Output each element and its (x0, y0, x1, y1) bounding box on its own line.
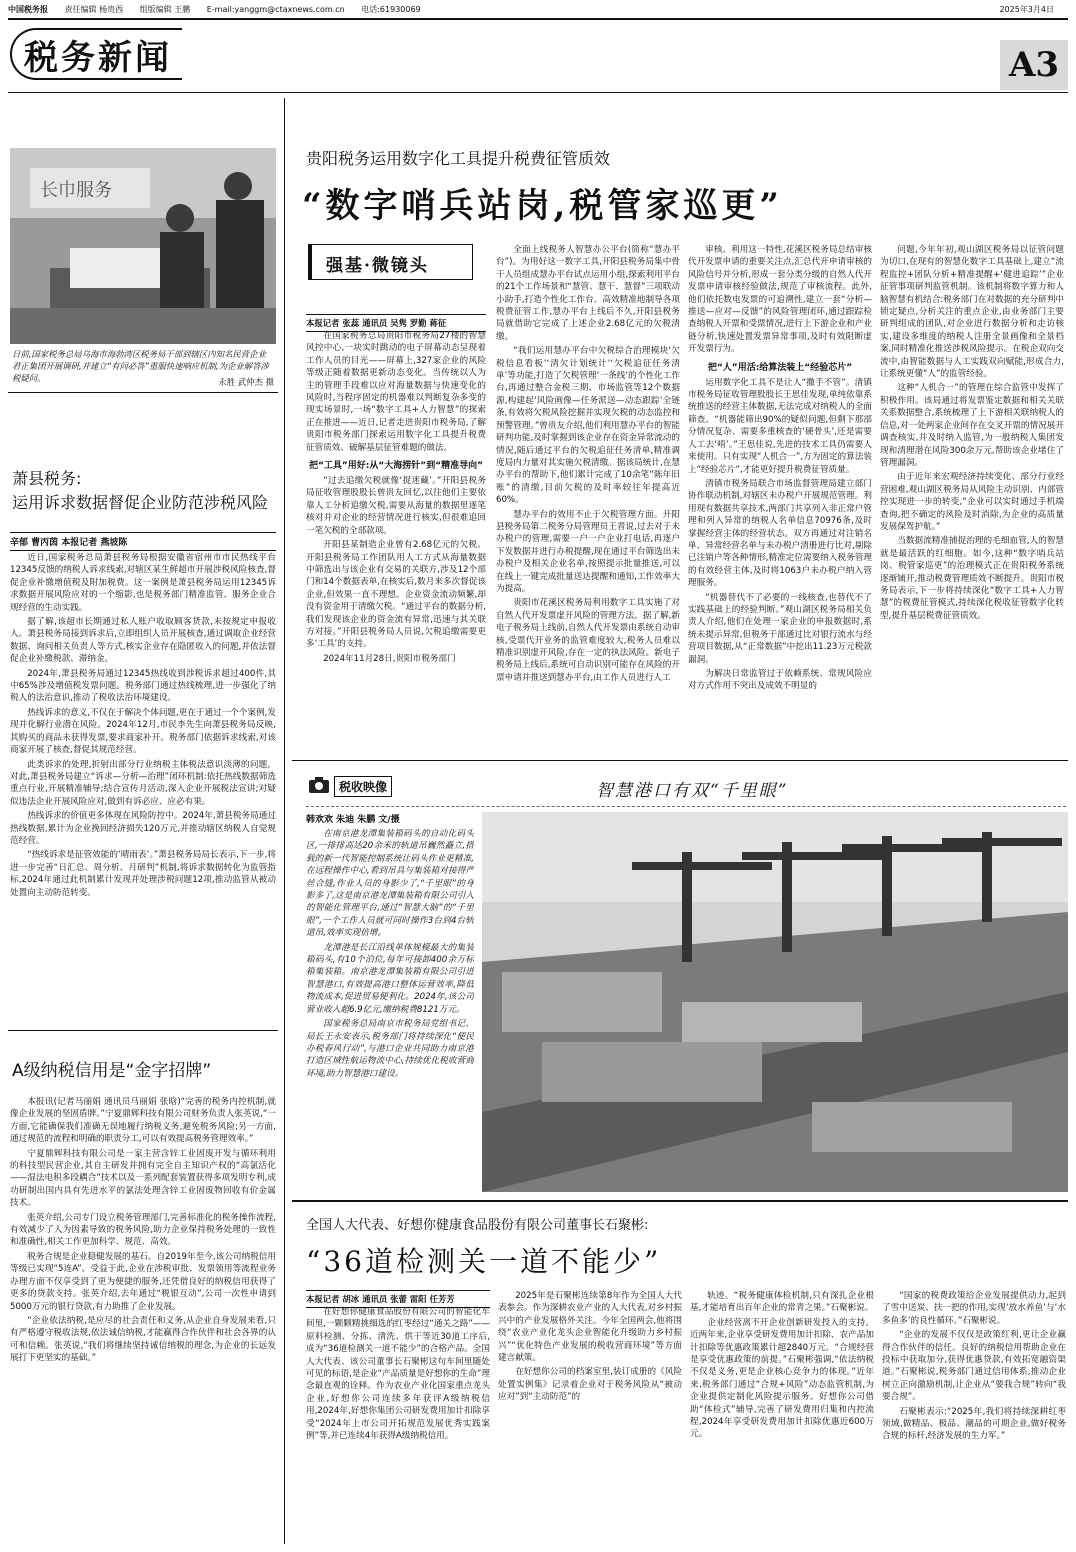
paragraph: “国家的税费政策给企业发展提供动力,起到了雪中送炭、扶一把的作用,实现‘放水养鱼’与‘水多鱼多’的良性循环。”石聚彬说。 (882, 1291, 1066, 1326)
paragraph: 当数据流精准捕捉治理的毛细血管,人的智慧就是最活跃的红细胞。如今,这种“数字哨兵站岗、税管家巡更”的治理模式正在贵阳税务系统逐渐铺开,推动税费管理质效不断提升。贵阳市税务局表示,下一步将持续深化“数字工具+人力智慧”的税费征管模式,持续深化税收征管数字化转型,提升基层税费征管质效。 (880, 536, 1064, 621)
column-tag (308, 244, 473, 280)
divider (8, 1030, 278, 1031)
paragraph: 开阳县某制造企业曾有2.68亿元的欠税。开阳县税务局工作团队用人工方式从海量数据中筛选出与该企业有交易的关联方,涉及12个部门和14个数据表单,在核实后,数月来多次督促该企业,但效果一直不理想。企业资金流动频繁,却没有资金用于清缴欠税。“通过平台的数据分析,我们发现该企业的资金流有异常,迅速与其关联方对接。”开阳县税务局人员说,欠税追缴需要更多‘工具’的支持。 (306, 540, 486, 650)
port-title: 智慧港口有双“千里眼” (596, 781, 789, 801)
paragraph: 这种“人机合一”的管理在综合监管中发挥了积极作用。该局通过将发票鉴定数据和相关关联关系数据整合,系统梳理了上下游相关联纳税人的信息,对一处两家企业间存在交叉开票的情况展开调查核实,并及时纳入监管,为一般纳税人集团发现和清理潜在风险300余万元,帮助该企业堵住了管理漏洞。 (880, 383, 1064, 468)
paragraph: “过去追缴欠税就像‘捉迷藏’。”开阳县税务局征收管理股股长曾贵友回忆,以往他们主要依靠人工分析追缴欠税,需要从海量的数据里逐笔核对并对企业的经营情况进行核实,但很难追回一笔欠税的全部款项。 (306, 476, 486, 536)
layout-credit: 组版编辑 王鹏 (139, 5, 191, 14)
divider (8, 392, 278, 393)
divider (292, 1200, 1068, 1202)
paragraph: 2025年是石聚彬连续第8年作为全国人大代表参会。作为深耕农业产业的人大代表,对乡村振兴中的产业发展格外关注。今年全国两会,他将围绕“农业产业化龙头企业智能化升级助力乡村振兴”“优化特色产业发展的税收营商环境”等方面建言献策。 (498, 1291, 682, 1364)
paragraph: 由于近年来宏观经济持续变化、部分行业经营困难,观山湖区税务局从风险主动识别、内部管控实现进一步的转变,“企业可以实时通过手机端查询,把不确定的风险及时消除,为企业的高质量发展保驾护航。” (880, 472, 1064, 532)
shi-col-4 (882, 1290, 1066, 1546)
paragraph: 全面上线税务人智慧办公平台(简称“慧办平台”)。为用好这一数字工具,开阳县税务局集中骨干人员组成慧办平台试点运用小组,探索利用平台的21个工作场景和“慧管、慧干、慧督”三项联动小助手,打造个性化工作台。高效精准地制导各项税费征管工作,慧办平台上线后不久,开阳县税务局就借助它完成了上述企业2.68亿元的欠税清缴。 (496, 245, 680, 342)
paragraph: 在南京港龙潭集装箱码头的自动化码头区,一排排高达20余米的轨道吊巍然矗立,搭载的新一代智能控制系统让码头作业更精准,在远程操作中心,看到吊具与集装箱对接得严丝合缝,作业人员的身影少了,“千里眼”的身影多了,这是南京港龙潭集装箱有限公司引入的智能化管理平台,通过“智慧大脑”的“千里眼”,一个工作人员就可同时操作3台到4台轨道吊,效率实现倍增。 (306, 829, 474, 939)
shi-kicker: 全国人大代表、好想你健康食品股份有限公司董事长石聚彬: (306, 1218, 649, 1233)
paragraph: 据了解,该超市长期通过私人账户收取顾客货款,未按规定申报收入。萧县税务局接到诉求后,立即组织人员开展核查,通过调取企业经营数据、询问相关负责人等方式,核实企业存在隐匿收入的问题,并依法督促企业补缴税款、滞纳金。 (10, 617, 276, 665)
paragraph: 税务合规是企业稳健发展的基石。自2019年至今,该公司纳税信用等级已实现“5连A”。受益于此,企业在涉税审批、发票领用等流程业务办理方面不仅享受到了更为便捷的服务,还凭借良好的纳税信用获得了更多的贷款支持。张英介绍,去年通过“税银互动”,公司一次性申请到5000万元的银行贷款,有力助推了企业发展。 (10, 1251, 276, 1312)
paragraph: 在好想你健康食品股份有限公司的智能化车间里,一颗颗精挑细选的红枣经过“通关之路”——原料检测、分拣、清洗、烘干等近30道工序后,成为“36道检测关一道不能少”的合格产品。全国人大代表、该公司董事长石聚彬这句车间里随处可见的标语,是企业“产品质量是好想你的生命”理念最直观的诠释。作为农业产业化国家重点龙头企业,好想你公司连续多年获评A级纳税信用,2024年,好想你集团公司研发费用加计扣除享受“2024年上市公司开拓规范发展优秀实践案例”等,并已连续4年获得A级纳税信用。 (306, 1307, 490, 1442)
paragraph: “热线诉求是征管效能的‘晴雨表’。”萧县税务局局长表示,下一步,将进一步完善“日汇总、周分析、月研判”机制,将诉求数据转化为监管指标,2024年通过此机制累计发现并处理涉税问题12项,推动监管从被动处置向主动防范转变。 (10, 850, 276, 898)
divider (306, 806, 1066, 807)
paragraph: 在好想你公司的档案室里,装订成册的《风险处置实例集》记录着企业对于税务风险从“被动应对”到“主动防范”的 (498, 1367, 682, 1403)
paragraph: “我们运用慧办平台中欠税综合治理模块‘欠税信息看板’‘清欠计划统计’‘欠税追征任务清单’等功能,打造了欠税管理‘一条线’的个性化工作台,再通过整合金税三期、市场监管等12个数据源,构建起‘风险画像—任务派送—动态跟踪’全链条,有效将欠税风险挖掘并实现欠税的动态监控和预警管理。”曾贵友介绍,他们利用慧办平台的智能研判功能,及时掌握到该企业存在资金异常流动的情况,随后通过平台的欠税追征任务清单,精准调度局内力量对其实施欠税清缴。据该局统计,在慧办平台的帮助下,他们累计完成了10余笔“陈年旧账”的清缴,目前欠税的及时率较往年提高近60%。 (496, 346, 680, 506)
xiao-byline: 辛郁 曹丙茵 本报记者 燕坡陈 (10, 532, 276, 551)
svg-text:长巾服务: 长巾服务 (40, 180, 112, 201)
paragraph: 张英介绍,公司专门设立税务管理部门,完善标准化的税务操作流程,有效减少了人为因素导致的税务风险,助力企业保持税务处理的一致性和准确性,相关工作更加科学、规范、高效。 (10, 1212, 276, 1248)
guiyang-col-2 (496, 244, 680, 750)
guiyang-kicker: 贵阳税务运用数字化工具提升税费征管质效 (306, 149, 611, 168)
subhead: 把“工具”用好:从“大海捞针”到“精准导向” (308, 461, 484, 472)
top-rule (8, 18, 1068, 20)
guiyang-col-3 (688, 244, 872, 750)
paragraph: 清镇市税务局联合市场监督管理局建立部门协作联动机制,对辖区未办税户开展规范管理。利用现有数据共享技术,两部门共享列入非正常户管理和列入异常的纳税人名单信息70976条,及时掌握经营主体的经营状态。双方再通过对注销名单、异常经营名单与未办税户清册进行比对,剔除已注销户等各种情形,精准定位需要纳入税务管理的有效经营主体,及时将1063户未办税户纳入管理服务。 (688, 478, 872, 589)
paragraph: 热线诉求的意义,不仅在于解决个体问题,更在于通过一个个案例,发现并化解行业潜在风险。2024年12月,市民李先生向萧县税务局反映,其购买的商品未获得发票,要求商家补开。税务部门依据诉求线索,对该商家开展了核查,督促其规范经营。 (10, 707, 276, 756)
masthead-rule (8, 92, 1068, 93)
email-text: E-mail:yanggm@ctaxnews.com.cn (206, 5, 345, 14)
paragraph: 龙潭港是长江沿线单体规模最大的集装箱码头,有10个泊位,每年可接卸400余万标箱集装箱。南京港龙潭集装箱有限公司引进智慧港口,有效提高港口整体运营效率,降低物流成本,促进贸易便利化。2024年,该公司营业收入超6.9亿元,缴纳税费8121万元。 (306, 942, 474, 1015)
paragraph: “机器替代不了必要的一线核查,也替代不了实践基础上的经验判断。”观山湖区税务局相关负责人介绍,他们在处理一家企业的申报数据时,系统未提示异常,但税务干部通过比对银行流水与经营项目数据,从“正常数据”中挖出11.23万元税款漏洞。 (688, 592, 872, 665)
shi-byline: 本报记者 胡冰 通讯员 张蕾 雷阳 任芳芳 (306, 1290, 490, 1308)
paragraph: 审核。利用这一特性,花溪区税务局总结审核代开发票申请的重要关注点,汇总代开申请审核的风险信号并分析,形成一套分类分级的自然人代开发票申请审核经验做法,规范了审核流程。此外,他们依托数电发票的可追溯性,建立一套“分析—推送—应对—反馈”的风险管理闭环,通过跟踪检查纳税人开票和受票情况,进行上下游企业和产业链分析,快速处置发票异常事项,及时有效阻断虚开发票行为。 (688, 245, 872, 355)
column-separator (284, 98, 285, 1544)
page-number: A3 (1000, 40, 1068, 90)
issue-date: 2025年3月4日 (999, 5, 1054, 14)
paragraph: 贵阳市花溪区税务局利用数字工具实施了对自然人代开发票虚开风险的管理方法。据了解,新电子税务局上线前,自然人代开发票由系统自动审核,受票代开业务的监管难度较大,税务人员难以精准识别虚开风险,存在一定的执法风险。新电子税务局上线后,系统可自动识别可能存在风险的开票申请并推送到慧办平台,由工作人员进行人工 (496, 598, 680, 683)
paragraph: 宁夏鼎辉科技有限公司是一家主营含锌工业固废开发与循环利用的科技型民营企业,其自主研发并拥有完全自主知识产权的“高氯活化——湿法电积多段耦合”技术以及一系列配套装置获得多项发明专利,成功研制出国内具有先进水平的氯法处理含锌工业固废物回收有价金属技术。 (10, 1148, 276, 1209)
paragraph: 慧办平台的效用不止于欠税管理方面。开阳县税务局第二税务分局管理员王晋说,过去对于未办税户的管理,需要一户一户企业打电话,再逐户下发数据并进行办税提醒,现在通过平台筛选出未办税户及相关企业名单,按照提示批量推送,可以在线上一键完成批量送达提醒和通知,工作效率大为提高。 (496, 509, 680, 594)
paragraph: “企业依法纳税,是应尽的社会责任和义务,从企业自身发展来看,只有严格遵守税收法规,依法诚信纳税,才能赢得合作伙伴和社会各界的认可和信赖。张英说,“我们将继续坚持诚信纳税的理念,为企业的长远发展打下更坚实的基础。” (10, 1315, 276, 1364)
port-column-tag: 税收映像 (334, 776, 392, 797)
guiyang-col-1 (306, 330, 486, 750)
xiao-kicker: 萧县税务: (12, 469, 82, 488)
paragraph: 热线诉求的价值更多体现在风险防控中。2024年,萧县税务局通过热线数据,累计为企业挽回经济损失120万元,并推动辖区纳税人自觉规范经营。 (10, 811, 276, 846)
top-info-bar (8, 4, 1068, 18)
paragraph: 2024年,萧县税务局通过12345热线收到涉税诉求超过400件,其中65%涉及增值税发票问题。税务部门通过热线梳理,进一步强化了纳税人的法治意识,推动了税收法治环境建设。 (10, 668, 276, 704)
paragraph: 在国家税务总局贵阳市税务局27楼的智慧风控中心,一块实时跳动的电子屏幕动态呈现着工作人员的目光——屏幕上,327家企业的风险等级正随着数据更新动态变化。当传统以人为主的管理手段难以应对海量数据与快速变化的风险时,当程序固定的机器难以判断复杂多变的现实场景时,一场“数字工具+人力智慧”的探索正在推进——近日,记者走进贵阳市税务局,了解贵阳市税务部门探索运用数字化工具提升税费征管质效、破解基层征管难题的做法。 (306, 331, 486, 453)
paragraph: 问题,今年年初,观山湖区税务局以征管问题为切口,在现有的智慧化数字工具基础上,建立“流程监控+团队分析+精准提醒+‘健进追踪’”企业征管事项研判监管机制。该机制将数字算力和人脑智慧有机结合:税务部门在对数据的充分研判中锁定疑点,分析关注的重点企业,由业务部门主要研判组成的团队,对企业进行数据分析和走访核实,建设多维度的纳税人注册全景画像和全景档案,同时精准化推送涉税风险提示。在税企双向交流中,由智能数据与人工实践双向赋能,形成合力,让系统更懂“人”的监管经验。 (880, 245, 1064, 380)
paragraph: 为解决日常监管过于依赖系统、常规风险应对方式作用不突出及成效不明显的 (688, 669, 872, 692)
port-photo (482, 812, 1068, 1192)
guiyang-title: “数字哨兵站岗,税管家巡更” (302, 186, 783, 226)
photo-credit: 永胜 武仲杰 摄 (218, 377, 274, 387)
camera-icon (308, 776, 330, 794)
section-title: 税务新闻 (24, 38, 172, 78)
photo-caption: 日前,国家税务总局乌海市海勃湾区税务局干部到辖区内知名民营企业君正集团开展调研,并建立“有问必答”重服快速响应机制,为企业解答涉税疑问。 (12, 349, 269, 383)
paragraph: 近日,国家税务总局萧县税务局根据安徽省宿州市市民热线平台12345反馈的纳税人诉求线索,对辖区某生鲜超市开展涉税风险核查,督促企业补缴增值税及附加税费。这一案例是萧县税务局运用12345诉求数据开展风险应对的一个缩影,也是税务部门精准监管、服务企业合规经营的生动实践。 (10, 553, 276, 613)
a-level-body (10, 1096, 276, 1536)
paragraph: 企业经营离不开企业创新研发投入的支持。近两年来,企业享受研发费用加计扣除、农产品加计扣除等优惠政策累计超2840万元。“合规经营是享受优惠政策的前提。”石聚彬强调,“依法纳税不仅是义务,更是企业核心竞争力的体现。”近年来,税务部门通过“合规+风险”动态监管机制,为企业提供定制化风险提示服务。好想你公司借助“体检式”辅导,完善了研发费用归集和内控流程,2024年享受研发费用加计扣除优惠近600万元。 (690, 1317, 874, 1440)
port-credit: 韩欢欢 朱迪 朱鹏 文/摄 (306, 815, 400, 825)
editor-credit: 责任编辑 杨贵西 (64, 5, 124, 14)
shi-title: “36道检测关一道不能少” (306, 1245, 662, 1278)
paragraph: “企业的发展不仅仅是政策红利,更让企业赢得合作伙伴的信任。良好的纳税信用帮助企业在投标中获取加分,获得优惠贷款,有效拓宽融资渠道。”石聚彬说,税务部门通过信用体系,推动企业树立正向激励机制,让企业从“要我合规”转向“我要合规”。 (882, 1330, 1066, 1403)
a-level-title: A级纳税信用是“金字招牌” (12, 1061, 212, 1081)
shi-col-1 (306, 1306, 490, 1546)
shi-col-2 (498, 1290, 682, 1546)
guiyang-byline: 本报记者 张蕊 通讯员 吴隽 罗勤 蒋征 (306, 314, 486, 332)
paragraph: 此类诉求的处理,折射出部分行业纳税主体税法意识淡薄的问题。对此,萧县税务局建立“诉求—分析—治理”闭环机制:依托热线数据筛选重点行业,开展精准辅导;结合宣传月活动,深入企业开展税法宣讲;对疑似违法企业开展风险应对,做到有诉必应、应必有果。 (10, 759, 276, 807)
paragraph: 本报讯(记者马丽娟 通讯员马丽娟 张晗)“完善的税务内控机制,就像企业发展的坚固盾牌。”宁夏鼎辉科技有限公司财务负责人张英说,“一方面,它能确保我们准确无误地履行纳税义务,避免税务风险;另一方面,通过规范的流程和明确的职责分工,可以有效提高税务管理效率。” (10, 1097, 276, 1145)
paragraph: 运用数字化工具不是让人“撒手不管”。清镇市税务局征收管理股股长王思佳发现,单纯依靠系统推送的经营主体数据,无法完成对纳税人的全面筛查。“机器能筛出90%的疑似问题,但剩下那部分情况复杂、需要多重核查的‘硬骨头’,还是需要人工去‘啃’。”王思佳说,先进的技术工具仍需要人来使用。只有实现“人机合一”,方为固定的算法装上“经验芯片”,才能更好提升税费征管质量。 (688, 377, 872, 475)
phone-text: 电话:61930069 (361, 5, 421, 14)
paper-name: 中国税务报 (8, 5, 48, 14)
guiyang-col-4 (880, 244, 1064, 750)
tax-officers-photo (10, 148, 276, 344)
shi-col-3 (690, 1290, 874, 1546)
divider (292, 760, 1068, 761)
column-tag-label: 强基·微镜头 (326, 256, 429, 276)
subhead: 把“人”用活:给算法装上“经验芯片” (707, 362, 853, 373)
xiao-body (10, 552, 276, 920)
paragraph: 轨迹。“税务健康体检机制,只有深扎企业根基,才能培育出百年企业的常青之果。”石聚彬说。 (690, 1291, 874, 1314)
paragraph: 国家税务总局南京市税务局党组书记、局长王永安表示,税务部门将持续深化“便民办税春风行动”,与港口企业共同助力南京港打造区域性航运物流中心,持续优化税收营商环境,助力智慧港口建设。 (306, 1019, 474, 1079)
xiao-title: 运用诉求数据督促企业防范涉税风险 (12, 493, 269, 512)
port-body (306, 828, 474, 1190)
paragraph: 石聚彬表示:“2025年,我们将持续深耕红枣领域,做精品、极品、潮品的可期企业,做好税务合规的标杆,经济发展的生力军。” (882, 1406, 1066, 1442)
paragraph: 2024年11月28日,贵阳市税务部门 (323, 653, 456, 664)
